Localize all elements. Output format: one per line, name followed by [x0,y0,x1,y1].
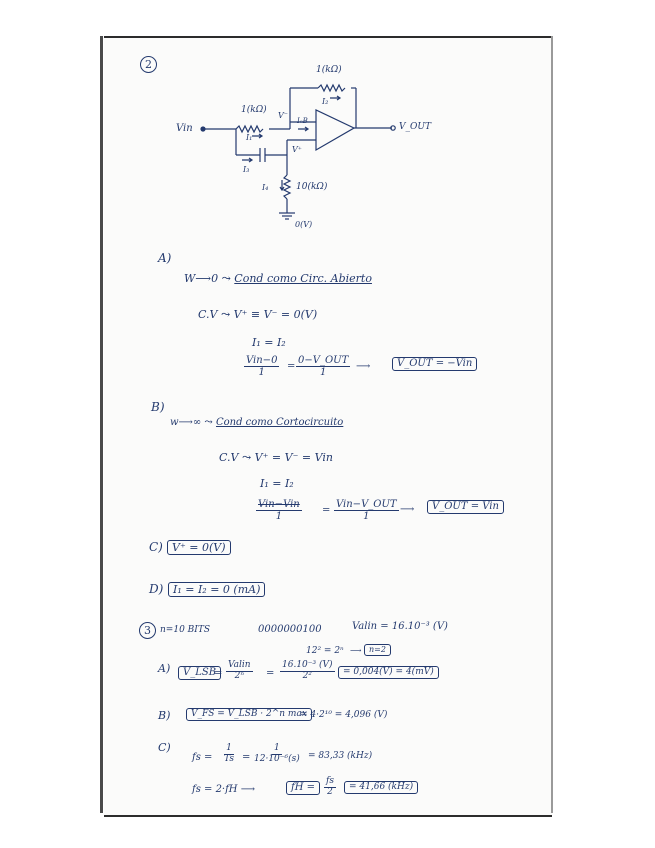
vout-label: V_OUT [399,122,431,132]
binary-value: 0000000100 [258,624,322,635]
problem-number-3: 3 [139,622,156,639]
part3-a-fraction-left: Valin 2ⁿ [228,660,251,681]
part3-a-result: = 0,004(V) = 4(mV) [338,666,439,679]
part-b-label: B) [151,400,165,414]
vin-label: Vin [176,123,193,134]
part-a-line2: C.V ⤳ V⁺ ≡ V⁻ = 0(V) [198,308,318,321]
ground-label: 0(V) [295,220,313,229]
part-b-equals: = [322,505,331,516]
part-b-fraction-right: Vin−V_OUT 1 [336,499,397,522]
v-plus-label: V⁺ [292,145,302,154]
arrow-n2: ⟶ [350,646,362,655]
part3-a-eq1: = [214,668,223,679]
part3-b-formula: V_FS = V_LSB · 2^n max [186,708,312,721]
part3-a-eq2: = [266,668,275,679]
current-i2-label: I₂ [322,97,329,106]
part-c-result: V⁺ = 0(V) [167,540,231,555]
valmin-value: Valin = 16.10⁻³ (V) [352,621,448,632]
v-minus-label: V⁻ [278,111,288,120]
part3-c-fs: fs = [192,752,213,763]
part3-a-label: A) [158,662,171,675]
part-a-label: A) [158,251,172,265]
feedback-resistor-label: 1(kΩ) [316,65,342,75]
part-d-label: D) [149,582,164,596]
part-b-line2: C.V ⤳ V⁺ = V⁻ = Vin [219,451,333,464]
part3-c-line2: fs = 2·fH ⟶ [192,784,256,795]
n-equals-2: n=2 [364,644,391,656]
part-a-fraction-left: Vin−0 1 [246,355,278,378]
current-i1-label: I₁ [246,133,253,142]
bias-current-label: I₀B [297,117,308,125]
part-b-result: V_OUT = Vin [427,500,504,514]
part-a-arrow: ⟶ [356,361,371,372]
part-a-line3: I₁ = I₂ [252,336,286,349]
part-a-result: V_OUT = −Vin [392,357,477,371]
bits-label: n=10 BITS [160,625,210,635]
part3-c-result2: = 41,66 (kHz) [344,781,418,794]
part-b-fraction-left: Vin−Vin 1 [258,499,300,522]
part-b-line1: w⟶∞ ⤳ Cond como Cortocircuito [170,417,344,428]
problem-number-2: 2 [140,56,157,73]
part3-b-label: B) [158,709,171,722]
part3-c-eq: = [242,752,251,763]
part3-c-fraction2: $\frac{1}{\text{12·10⁻⁶(s)}}$ [254,743,300,764]
part-d-result: I₁ = I₂ = 0 (mA) [168,582,265,597]
vlsb-label: V_LSB [178,666,221,680]
part-b-line3: I₁ = I₂ [260,477,294,490]
part3-c-fraction1: $\frac{1}{Ts}$ [224,743,234,764]
part-a-equals: = [287,361,296,372]
ground-resistor-label: 10(kΩ) [296,182,328,192]
part3-c-fraction3: $\frac{fs}{2}$ [326,776,334,797]
current-i3-label: I₃ [243,165,250,174]
part3-a-fraction-right: $\frac{\text{16.10⁻³ (V)}}{\text{2²}}$ [282,660,333,681]
part3-b-result: = 4·2¹⁰ = 4,096 (V) [300,710,388,720]
part3-c-label: C) [158,741,171,754]
part-a-fraction-right: 0−V_OUT 1 [298,355,349,378]
current-i4-label: I₄ [262,183,269,192]
part-a-line1: W⟶0 ⤳ Cond como Circ. Abierto [184,272,372,285]
input-resistor-label: 1(kΩ) [241,105,267,115]
eq-12-2n: 12² = 2ⁿ [306,646,344,656]
part-c-label: C) [149,540,163,554]
part3-c-result: = 83,33 (kHz) [308,751,373,761]
part-b-arrow: ⟶ [400,504,415,515]
part3-c-fh: fH = [286,781,320,795]
